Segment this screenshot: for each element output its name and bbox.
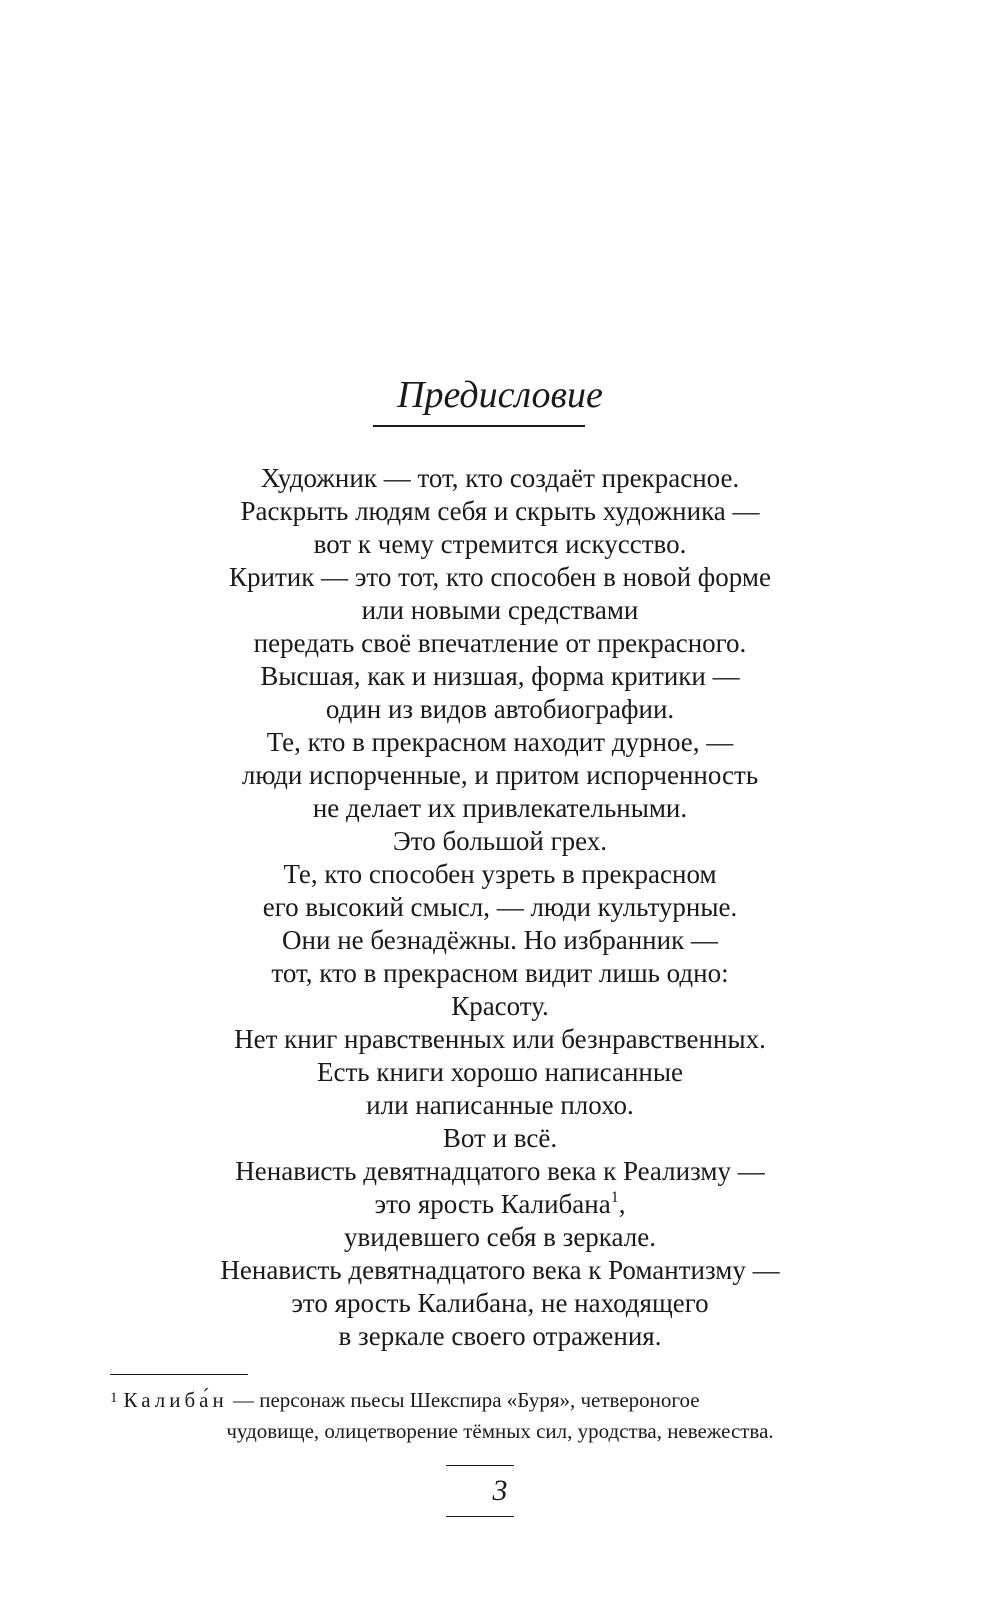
- page-number-rule-bottom: [446, 1516, 514, 1517]
- footnote-term: Калиба́н: [123, 1388, 228, 1412]
- footnote-line-2: чудовище, олицетворение тёмных сил, уродства, невежества.: [226, 1419, 774, 1443]
- verse-line: Красоту.: [451, 991, 549, 1021]
- verse-line: тот, кто в прекрасном видит лишь одно:: [271, 958, 729, 988]
- verse-line: Нет книг нравственных или безнравственных.: [234, 1024, 766, 1054]
- verse-line: Те, кто в прекрасном находит дурное, —: [266, 727, 734, 757]
- title-underline: [373, 425, 585, 427]
- verse-line: его высокий смысл, — люди культурные.: [262, 892, 738, 922]
- verse-line: передать своё впечатление от прекрасного.: [253, 628, 747, 658]
- page-title: Предисловие: [397, 374, 603, 416]
- verse-line: один из видов автобиографии.: [325, 694, 675, 724]
- verse-line: увидевшего себя в зеркале.: [344, 1222, 656, 1252]
- verse-line: вот к чему стремится искусство.: [313, 529, 687, 559]
- verse-line-caliban-text: это ярость Калибана: [374, 1189, 611, 1219]
- page-number: 3: [492, 1474, 508, 1507]
- verse-line: Есть книги хорошо написанные: [317, 1057, 683, 1087]
- verse-line-caliban: [0, 1188, 1000, 1221]
- verse-line: Ненависть девятнадцатого века к Романтизму —: [220, 1255, 780, 1285]
- verse-line: Критик — это тот, кто способен в новой форме: [229, 562, 771, 592]
- verse-line-caliban-end: ,: [618, 1189, 626, 1219]
- footnote-marker: 1: [110, 1390, 118, 1406]
- footnote-definition: — персонаж пьесы Шекспира «Буря», четвероногое: [227, 1388, 700, 1412]
- verse-line: не делает их привлекательными.: [312, 793, 688, 823]
- verse-line: или написанные плохо.: [366, 1090, 634, 1120]
- verse-line: Это большой грех.: [392, 826, 608, 856]
- verse-line: Высшая, как и низшая, форма критики —: [260, 661, 740, 691]
- preface-verse: [0, 462, 1000, 1353]
- verse-line: Вот и всё.: [442, 1123, 558, 1153]
- verse-line: Ненависть девятнадцатого века к Реализму —: [235, 1156, 765, 1186]
- verse-line: или новыми средствами: [361, 595, 639, 625]
- verse-line: это ярость Калибана, не находящего: [291, 1288, 709, 1318]
- footnote-line-1: [110, 1385, 890, 1416]
- verse-line: люди испорченные, и притом испорченность: [241, 760, 759, 790]
- footnote: [110, 1385, 890, 1447]
- verse-line: Раскрыть людям себя и скрыть художника —: [240, 496, 760, 526]
- verse-line: в зеркале своего отражения.: [338, 1321, 662, 1351]
- verse-line: Художник — тот, кто создаёт прекрасное.: [260, 463, 740, 493]
- verse-line: Они не безнадёжны. Но избранник —: [282, 925, 718, 955]
- footnote-reference[interactable]: 1: [610, 1189, 619, 1206]
- footnote-divider: [110, 1374, 248, 1375]
- page-number-rule-top: [446, 1465, 514, 1466]
- verse-line: Те, кто способен узреть в прекрасном: [283, 859, 717, 889]
